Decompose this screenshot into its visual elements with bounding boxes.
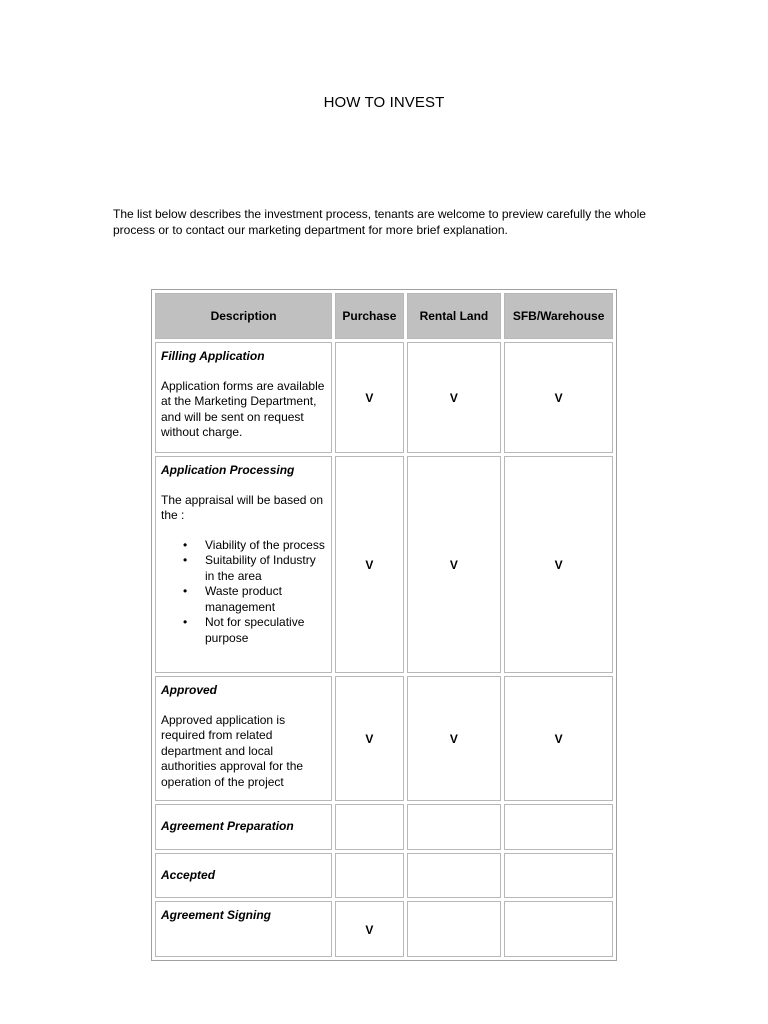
rental-land-mark bbox=[407, 901, 502, 957]
sfb-warehouse-mark bbox=[504, 853, 613, 898]
header-rental-land: Rental Land bbox=[407, 293, 502, 339]
header-description: Description bbox=[155, 293, 332, 339]
table-row bbox=[155, 804, 613, 850]
step-title: Agreement Signing bbox=[161, 908, 272, 922]
sfb-warehouse-mark: V bbox=[504, 676, 613, 801]
list-item: • Suitability of Industry in the area bbox=[205, 553, 325, 584]
table-row bbox=[155, 456, 613, 673]
sfb-warehouse-mark: V bbox=[504, 456, 613, 673]
step-text: The appraisal will be based on the : bbox=[161, 492, 324, 522]
step-title: Filling Application bbox=[161, 349, 265, 363]
purchase-mark: V bbox=[335, 676, 403, 801]
step-text: Application forms are available at the Marketing Department, and will be sent on request without charge. bbox=[161, 378, 325, 439]
rental-land-mark bbox=[407, 853, 502, 898]
purchase-mark bbox=[335, 804, 403, 850]
step-description-cell bbox=[155, 456, 332, 673]
table-header-row bbox=[155, 293, 613, 339]
step-title: Approved bbox=[161, 683, 218, 697]
rental-land-mark: V bbox=[407, 676, 502, 801]
table-row bbox=[155, 342, 613, 453]
intro-paragraph: The list below describes the investment process, tenants are welcome to preview carefully the whole process or to contact our marketing department for more brief explanation. bbox=[113, 207, 646, 237]
page-title: HOW TO INVEST bbox=[323, 94, 445, 111]
table-row bbox=[155, 676, 613, 801]
sfb-warehouse-mark bbox=[504, 901, 613, 957]
table-row bbox=[155, 853, 613, 898]
rental-land-mark: V bbox=[407, 342, 502, 453]
step-description-cell bbox=[155, 901, 332, 957]
purchase-mark: V bbox=[335, 456, 403, 673]
purchase-mark bbox=[335, 853, 403, 898]
table-row bbox=[155, 901, 613, 957]
step-description-cell bbox=[155, 804, 332, 850]
investment-process-table bbox=[151, 289, 617, 961]
rental-land-mark: V bbox=[407, 456, 502, 673]
list-item: • Waste product management bbox=[205, 584, 325, 615]
header-purchase: Purchase bbox=[335, 293, 403, 339]
list-item: • Not for speculative purpose bbox=[205, 615, 325, 646]
step-description-cell bbox=[155, 853, 332, 898]
step-description-cell bbox=[155, 342, 332, 453]
step-title: Agreement Preparation bbox=[161, 819, 294, 834]
header-sfb-warehouse: SFB/Warehouse bbox=[504, 293, 613, 339]
criteria-list bbox=[161, 538, 325, 647]
step-title: Accepted bbox=[161, 867, 216, 882]
step-description-cell bbox=[155, 676, 332, 801]
purchase-mark: V bbox=[335, 342, 403, 453]
sfb-warehouse-mark bbox=[504, 804, 613, 850]
purchase-mark: V bbox=[335, 901, 403, 957]
sfb-warehouse-mark: V bbox=[504, 342, 613, 453]
step-title: Application Processing bbox=[161, 463, 295, 477]
step-text: Approved application is required from related department and local authorities approval for the operation of the project bbox=[161, 712, 304, 789]
list-item: • Viability of the process bbox=[205, 538, 325, 554]
rental-land-mark bbox=[407, 804, 502, 850]
